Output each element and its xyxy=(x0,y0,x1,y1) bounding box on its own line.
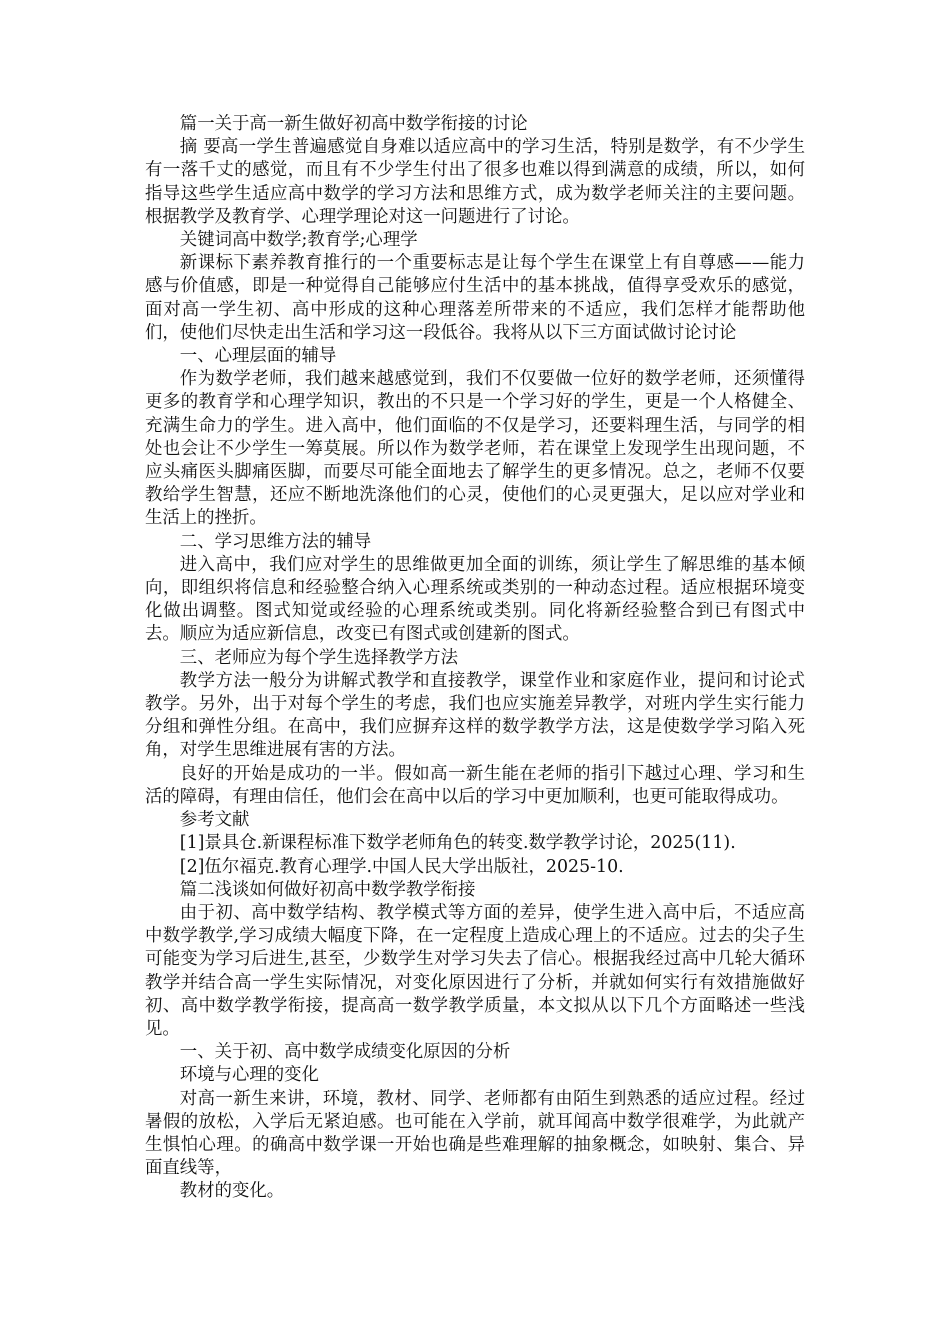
environment-paragraph: 对高一新生来讲，环境，教材、同学、老师都有由陌生到熟悉的适应过程。经过暑假的放松，入学后无紧迫感。也可能在入学前，就耳闻高中数学很难学，为此就产生惧怕心理。的确高中数学课一开始也确是些难理解的抽象概念，如映射、集合、异面直线等， xyxy=(145,1088,805,1179)
methods-paragraph: 教学方法一般分为讲解式教学和直接教学，课堂作业和家庭作业，提问和讨论式教学。另外，出于对每个学生的考虑，我们也应实施差异教学，对班内学生实行能力分组和弹性分组。在高中，我们应摒弃这样的数学教学方法，这是使数学学习陷入死角，对学生思维进展有害的方法。 xyxy=(145,670,805,761)
section-heading-methods: 三、老师应为每个学生选择教学方法 xyxy=(179,647,459,668)
essay-two-intro-paragraph: 由于初、高中数学结构、教学模式等方面的差异，使学生进入高中后，不适应高中数学教学,学习成绩大幅度下降，在一定程度上造成心理上的不适应。过去的尖子生可能变为学习后进生,甚至，少数学生对学习失去了信心。根据我经过高中几轮大循环教学并结合高一学生实际情况，对变化原因进行了分析，并就如何实行有效措施做好初、高中数学教学衔接，提高高一数学教学质量，本文拟从以下几个方面略述一些浅见。 xyxy=(145,902,805,1039)
section-heading-thinking: 二、学习思维方法的辅导 xyxy=(179,531,372,552)
references-heading: 参考文献 xyxy=(179,810,250,831)
document-page xyxy=(145,113,805,1204)
conclusion-paragraph: 良好的开始是成功的一半。假如高一新生能在老师的指引下越过心理、学习和生活的障碍，有理由信任，他们会在高中以后的学习中更加顺利，也更可能取得成功。 xyxy=(145,763,805,807)
essay-two-title: 篇二浅谈如何做好初高中数学教学衔接 xyxy=(179,879,476,900)
reference-item: [1]景具仓.新课程标准下数学老师角色的转变.数学教学讨论，2025(11). xyxy=(179,833,736,854)
subheading-textbook: 教材的变化。 xyxy=(179,1181,285,1202)
essay-one-title: 篇一关于高一新生做好初高中数学衔接的讨论 xyxy=(179,114,528,134)
thinking-paragraph: 进入高中，我们应对学生的思维做更加全面的训练，须让学生了解思维的基本倾向，即组织将信息和经验整合纳入心理系统或类别的一种动态过程。适应根据环境变化做出调整。图式知觉或经验的心理系统或类别。同化将新经验整合到已有图式中去。顺应为适应新信息，改变已有图式或创建新的图式。 xyxy=(145,554,805,645)
subheading-environment: 环境与心理的变化 xyxy=(179,1065,319,1086)
introduction-paragraph: 新课标下素养教育推行的一个重要标志是让每个学生在课堂上有自尊感——能力感与价值感，即是一种觉得自己能够应付生活中的基本挑战，值得享受欢乐的感觉，面对高一学生初、高中形成的这种心理落差所带来的不适应，我们怎样才能帮助他们，使他们尽快走出生活和学习这一段低谷。我将从以下三方面试做讨论讨论 xyxy=(145,253,805,343)
reference-item: [2]伍尔福克.教育心理学.中国人民大学出版社，2025-10. xyxy=(179,856,624,877)
psychology-paragraph: 作为数学老师，我们越来越感觉到，我们不仅要做一位好的数学老师，还须懂得更多的教育学和心理学知识，教出的不只是一个学习好的学生，更是一个人格健全、充满生命力的学生。进入高中，他们面临的不仅是学习，还要料理生活，与同学的相处也会让不少学生一筹莫展。所以作为数学老师，若在课堂上发现学生出现问题，不应头痛医头脚痛医脚，而要尽可能全面地去了解学生的更多情况。总之，老师不仅要教给学生智慧，还应不断地洗涤他们的心灵，使他们的心灵更强大，足以应对学业和生活上的挫折。 xyxy=(145,369,805,529)
section-heading-psychology: 一、心理层面的辅导 xyxy=(179,346,337,367)
abstract-paragraph: 摘 要高一学生普遍感觉自身难以适应高中的学习生活，特别是数学，有不少学生有一落千丈的感觉，而且有不少学生付出了很多也难以得到满意的成绩，所以，如何指导这些学生适应高中数学的学习方法和思维方式，成为数学老师关注的主要问题。根据教学及教育学、心理学理论对这一问题进行了讨论。 xyxy=(145,137,805,227)
keywords-paragraph: 关键词高中数学;教育学;心理学 xyxy=(179,230,418,251)
section-heading-analysis: 一、关于初、高中数学成绩变化原因的分析 xyxy=(179,1042,511,1063)
